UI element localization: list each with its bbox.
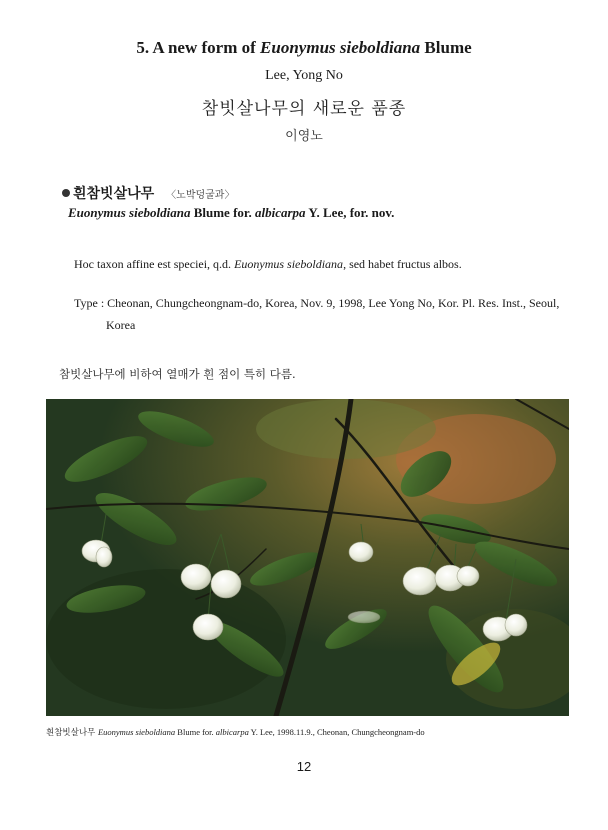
caption-genus-species: Euonymus sieboldiana <box>97 727 176 737</box>
page-number: 12 <box>296 759 312 774</box>
title-prefix: 5. A new form of <box>136 38 261 57</box>
title-genus-species: Euonymus sieboldiana <box>260 38 421 57</box>
caption-mid: Blume for. <box>175 727 216 737</box>
author-english: Lee, Yong No <box>265 68 343 83</box>
author-korean: 이영노 <box>285 129 323 144</box>
latin-text-italic: Euonymus sieboldiana <box>234 257 344 271</box>
sci-form-epithet: albicarpa <box>254 205 306 220</box>
type-line-2: Korea <box>106 318 136 332</box>
specimen-photo <box>46 399 569 716</box>
korean-note: 참빗살나무에 비하여 열매가 흰 점이 특히 다름. <box>59 367 296 381</box>
bullet-icon <box>62 189 70 197</box>
caption-korean-name: 흰참빗살나무 <box>46 728 98 738</box>
sci-authority: Y. Lee, for. nov. <box>305 205 395 220</box>
species-heading <box>62 183 234 203</box>
scientific-name <box>68 205 394 221</box>
species-korean-name: 흰참빗살나무 <box>73 186 155 202</box>
type-specimen <box>74 292 574 336</box>
caption-details: Y. Lee, 1998.11.9., Cheonan, Chungcheongnam-do <box>248 727 425 737</box>
family-name: 〈노박덩굴과〉 <box>166 190 235 201</box>
sci-author-rank: Blume for. <box>190 205 255 220</box>
paper-title <box>0 38 608 58</box>
latin-description <box>74 257 462 272</box>
caption-form-epithet: albicarpa <box>215 727 249 737</box>
latin-text-after: , sed habet fructus albos. <box>343 257 462 271</box>
latin-text-before: Hoc taxon affine est speciei, q.d. <box>74 257 235 271</box>
title-suffix: Blume <box>420 38 472 57</box>
paper-title-korean: 참빗살나무의 새로운 품종 <box>201 99 407 119</box>
type-line-1: Type : Cheonan, Chungcheongnam-do, Korea, Nov. 9, 1998, Lee Yong No, Kor. Pl. Res. Inst., Seoul, <box>74 296 560 310</box>
sci-genus-species: Euonymus sieboldiana <box>68 205 191 220</box>
photo-caption <box>46 726 576 738</box>
